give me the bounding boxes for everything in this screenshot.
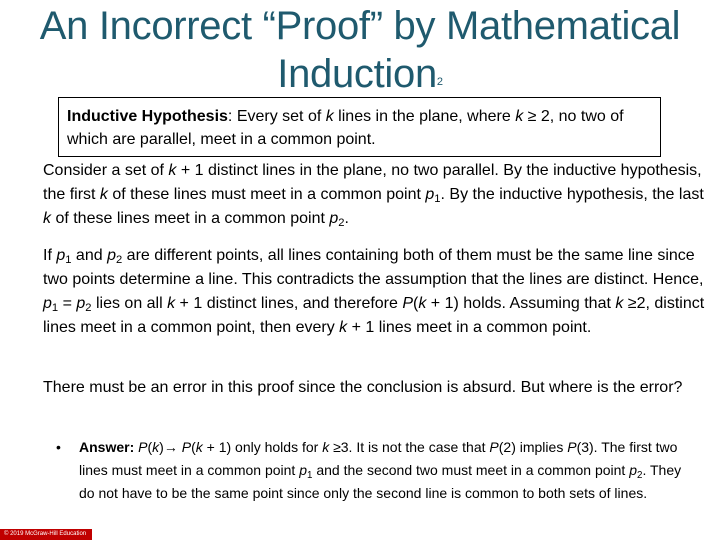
var-p: p xyxy=(43,295,52,312)
slide-title-line1: An Incorrect “Proof” by Mathematical xyxy=(39,4,681,48)
text: . xyxy=(344,210,349,227)
text: ≥3. It is not the case that xyxy=(329,439,490,455)
text: lies on all xyxy=(91,295,168,312)
var-p: p xyxy=(629,462,637,478)
hypothesis-label: Inductive Hypothesis xyxy=(67,108,228,125)
text: and the second two must meet in a common point xyxy=(312,462,630,478)
hypothesis-text: ≥ 2, no two of which are parallel, meet in a common point. xyxy=(67,108,624,148)
subscript: 2 xyxy=(338,217,345,229)
var-k: k xyxy=(339,319,348,336)
var-k: k xyxy=(322,439,330,455)
hypothesis-text: lines in the plane, where xyxy=(333,108,516,125)
subscript: 2 xyxy=(637,470,643,481)
var-k: k xyxy=(418,295,427,312)
text: + 1 distinct lines, and therefore xyxy=(175,295,403,312)
inductive-hypothesis-box xyxy=(58,97,661,157)
var-k: k xyxy=(325,108,334,125)
subscript: 2 xyxy=(115,254,123,266)
var-p: p xyxy=(107,247,116,264)
answer-text xyxy=(79,436,697,505)
subscript: 1 xyxy=(65,254,72,266)
var-k: k xyxy=(43,210,51,227)
text: = xyxy=(58,295,77,312)
slide-title-induction: Induction xyxy=(277,52,437,96)
text: Consider a set of xyxy=(43,162,169,179)
var-k: k xyxy=(167,295,176,312)
text: + 1 distinct lines in the plane, no two parallel. By the inductive hypothesis, the first xyxy=(43,162,702,203)
text: . They do not have to be the same point since only the second line is common to both sets of lines. xyxy=(79,462,682,501)
proof-paragraph-1 xyxy=(43,159,707,231)
var-P: P xyxy=(567,439,577,455)
var-P: P xyxy=(138,439,148,455)
text: of these lines must meet in a common point xyxy=(107,186,426,203)
proof-paragraph-3: There must be an error in this proof since the conclusion is absurd. But where is the error? xyxy=(43,379,683,396)
answer-label: Answer xyxy=(79,439,130,455)
var-p: p xyxy=(76,295,86,312)
var-k: k xyxy=(515,108,524,125)
subscript: 2 xyxy=(85,302,92,314)
var-k: k xyxy=(168,162,177,179)
text: : xyxy=(129,439,139,455)
title-footnote-marker: 2 xyxy=(436,76,443,88)
var-p: p xyxy=(56,247,66,264)
text: of these lines meet in a common point xyxy=(51,210,330,227)
text: (2) implies xyxy=(498,439,568,455)
var-P: P xyxy=(181,439,192,455)
proof-paragraph-2 xyxy=(43,244,707,340)
bullet-icon: • xyxy=(56,439,61,455)
text: (3). The first two lines must meet in a common point xyxy=(79,439,678,478)
var-p: p xyxy=(425,186,435,203)
subscript: 1 xyxy=(51,302,59,314)
subscript: 1 xyxy=(307,470,313,481)
copyright-footer: © 2019 McGraw-Hill Education xyxy=(0,529,92,540)
text: ( xyxy=(191,439,196,455)
text: ≥2, distinct lines meet in a common point, then every xyxy=(43,295,705,336)
text: and xyxy=(71,247,108,264)
text: )→ xyxy=(159,439,182,455)
subscript: 1 xyxy=(434,193,441,205)
text: + 1) holds. Assuming that xyxy=(426,295,616,312)
text: are different points, all lines containing both of them must be the same line since two points determine a line. This contradicts the assumption that the lines are distinct. Hence, xyxy=(43,247,704,288)
var-k: k xyxy=(615,295,624,312)
var-p: p xyxy=(299,462,308,478)
text: If xyxy=(43,247,57,264)
text: ( xyxy=(413,295,419,312)
text: + 1) only holds for xyxy=(202,439,323,455)
text: . By the inductive hypothesis, the last xyxy=(440,186,704,203)
var-P: P xyxy=(402,295,414,312)
var-P: P xyxy=(489,439,499,455)
slide-title xyxy=(0,2,720,108)
var-k: k xyxy=(152,439,160,455)
var-p: p xyxy=(329,210,339,227)
var-k: k xyxy=(195,439,203,455)
text: + 1 lines meet in a common point. xyxy=(347,319,592,336)
hypothesis-text: : Every set of xyxy=(227,108,326,125)
var-k: k xyxy=(99,186,108,203)
text: ( xyxy=(147,439,153,455)
